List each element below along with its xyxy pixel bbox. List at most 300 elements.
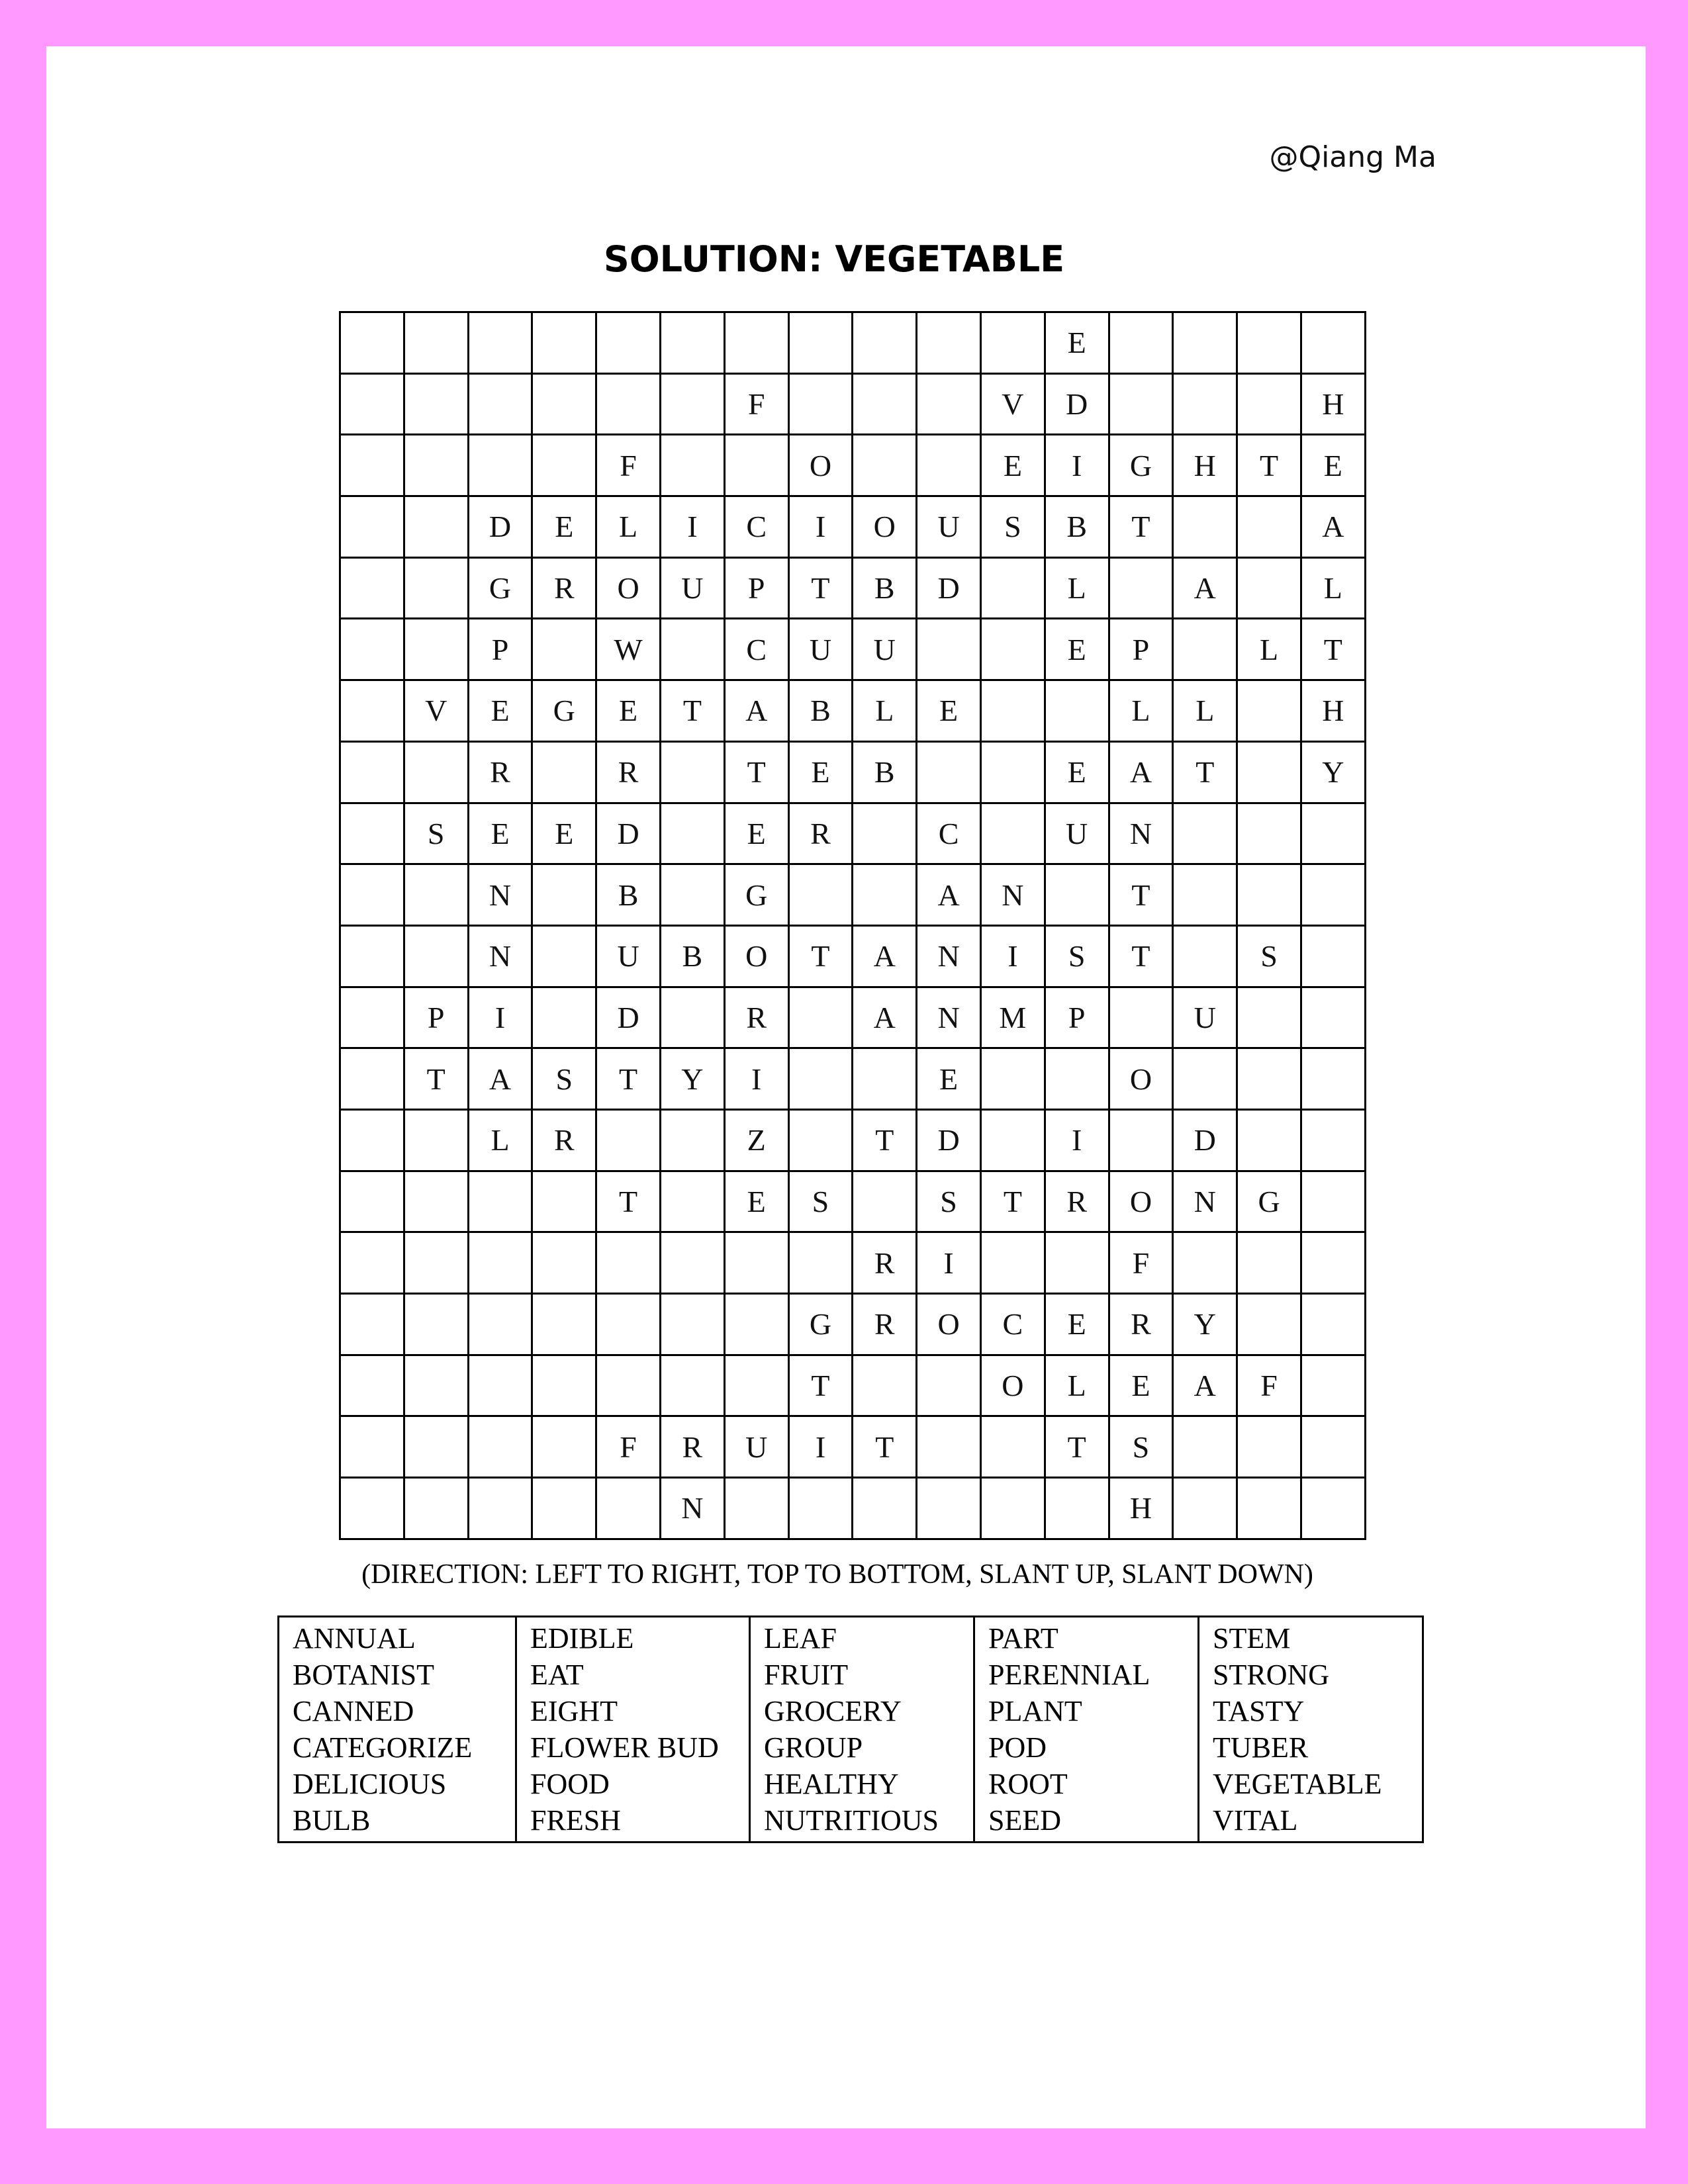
grid-cell: S: [980, 496, 1045, 558]
word-bank-word: EIGHT: [530, 1695, 618, 1727]
grid-row: [340, 1048, 1366, 1110]
grid-cell: [853, 373, 917, 435]
grid-cell: Y: [660, 1048, 724, 1110]
grid-cell: [660, 312, 724, 374]
grid-cell: T: [1045, 1416, 1109, 1478]
grid-cell: [468, 1171, 532, 1232]
grid-cell: F: [1237, 1355, 1301, 1416]
grid-cell: R: [788, 803, 853, 864]
grid-cell: [853, 1355, 917, 1416]
grid-cell: [532, 741, 596, 803]
grid-cell: [1301, 312, 1365, 374]
grid-cell: B: [788, 680, 853, 742]
grid-cell: [468, 435, 532, 496]
grid-cell: [532, 1294, 596, 1355]
grid-cell: A: [1301, 496, 1365, 558]
grid-cell: [1237, 1294, 1301, 1355]
grid-cell: S: [788, 1171, 853, 1232]
grid-cell: [596, 1232, 661, 1294]
grid-cell: [1237, 373, 1301, 435]
grid-cell: [404, 557, 468, 619]
grid-cell: U: [853, 619, 917, 680]
grid-cell: E: [724, 803, 788, 864]
grid-cell: S: [1045, 925, 1109, 987]
grid-cell: [532, 925, 596, 987]
grid-cell: U: [724, 1416, 788, 1478]
grid-cell: [468, 1294, 532, 1355]
grid-cell: [1173, 864, 1237, 926]
grid-cell: G: [724, 864, 788, 926]
grid-cell: T: [724, 741, 788, 803]
grid-cell: [1173, 373, 1237, 435]
grid-cell: L: [468, 1109, 532, 1171]
grid-cell: T: [1237, 435, 1301, 496]
grid-cell: I: [788, 1416, 853, 1478]
grid-cell: [596, 1478, 661, 1539]
word-bank-word: SEED: [988, 1804, 1061, 1837]
grid-cell: G: [1237, 1171, 1301, 1232]
word-bank-word: ROOT: [988, 1768, 1068, 1800]
grid-cell: [788, 1048, 853, 1110]
grid-cell: E: [980, 435, 1045, 496]
word-bank-column: [750, 1617, 974, 1843]
grid-cell: [1045, 864, 1109, 926]
grid-cell: [340, 435, 404, 496]
grid-cell: H: [1301, 680, 1365, 742]
grid-cell: E: [1109, 1355, 1173, 1416]
grid-cell: H: [1109, 1478, 1173, 1539]
grid-cell: [1173, 496, 1237, 558]
grid-cell: [404, 925, 468, 987]
grid-row: [340, 557, 1366, 619]
grid-row: [340, 312, 1366, 374]
grid-cell: V: [980, 373, 1045, 435]
grid-cell: [917, 741, 981, 803]
grid-cell: [532, 312, 596, 374]
grid-cell: A: [917, 864, 981, 926]
grid-cell: [660, 619, 724, 680]
grid-cell: [1301, 1232, 1365, 1294]
grid-cell: [788, 1478, 853, 1539]
grid-cell: E: [917, 1048, 981, 1110]
word-bank-word: FRUIT: [764, 1659, 849, 1691]
grid-cell: [980, 741, 1045, 803]
word-bank-word: PLANT: [988, 1695, 1082, 1727]
grid-cell: [404, 1109, 468, 1171]
grid-cell: [404, 864, 468, 926]
grid-cell: [1173, 925, 1237, 987]
grid-cell: C: [724, 496, 788, 558]
grid-cell: [404, 1232, 468, 1294]
grid-cell: [468, 1478, 532, 1539]
grid-cell: I: [660, 496, 724, 558]
grid-cell: Y: [1301, 741, 1365, 803]
word-bank: [277, 1615, 1424, 1843]
grid-cell: S: [1109, 1416, 1173, 1478]
grid-cell: D: [468, 496, 532, 558]
grid-cell: E: [1045, 1294, 1109, 1355]
grid-cell: [1301, 864, 1365, 926]
grid-row: [340, 1294, 1366, 1355]
grid-cell: F: [596, 435, 661, 496]
grid-cell: [468, 1232, 532, 1294]
grid-cell: [596, 373, 661, 435]
grid-cell: [532, 1416, 596, 1478]
grid-cell: [660, 864, 724, 926]
grid-cell: [853, 435, 917, 496]
grid-cell: [468, 1416, 532, 1478]
grid-cell: N: [917, 925, 981, 987]
grid-cell: U: [917, 496, 981, 558]
grid-row: [340, 803, 1366, 864]
grid-cell: C: [724, 619, 788, 680]
grid-cell: N: [980, 864, 1045, 926]
word-search-grid: [339, 311, 1366, 1540]
grid-cell: A: [724, 680, 788, 742]
grid-cell: [1237, 680, 1301, 742]
grid-row: [340, 435, 1366, 496]
grid-cell: T: [596, 1048, 661, 1110]
grid-cell: [917, 619, 981, 680]
grid-cell: E: [1301, 435, 1365, 496]
grid-cell: L: [1173, 680, 1237, 742]
author-credit: @Qiang Ma: [1269, 140, 1436, 174]
grid-cell: I: [980, 925, 1045, 987]
grid-cell: O: [1109, 1171, 1173, 1232]
grid-cell: [1109, 312, 1173, 374]
grid-row: [340, 496, 1366, 558]
grid-cell: [532, 1355, 596, 1416]
grid-cell: [1237, 1478, 1301, 1539]
page-title: SOLUTION: VEGETABLE: [603, 238, 1065, 280]
grid-row: [340, 1109, 1366, 1171]
word-bank-word: VEGETABLE: [1213, 1768, 1382, 1800]
grid-cell: N: [660, 1478, 724, 1539]
grid-cell: O: [788, 435, 853, 496]
grid-cell: D: [596, 987, 661, 1048]
grid-cell: V: [404, 680, 468, 742]
word-bank-word: FLOWER BUD: [530, 1731, 719, 1764]
grid-cell: P: [1109, 619, 1173, 680]
grid-cell: L: [1045, 557, 1109, 619]
grid-cell: [1301, 925, 1365, 987]
grid-row: [340, 1232, 1366, 1294]
grid-cell: T: [853, 1109, 917, 1171]
grid-cell: [660, 1171, 724, 1232]
grid-cell: [1237, 803, 1301, 864]
grid-cell: S: [1237, 925, 1301, 987]
grid-cell: [980, 1416, 1045, 1478]
word-bank-word: BOTANIST: [293, 1659, 435, 1691]
grid-cell: U: [596, 925, 661, 987]
grid-cell: [1237, 1232, 1301, 1294]
grid-cell: [404, 1355, 468, 1416]
grid-cell: T: [404, 1048, 468, 1110]
word-bank-word: ANNUAL: [293, 1622, 416, 1655]
grid-cell: [853, 1171, 917, 1232]
grid-cell: [404, 373, 468, 435]
grid-cell: F: [596, 1416, 661, 1478]
grid-row: [340, 1355, 1366, 1416]
grid-cell: C: [980, 1294, 1045, 1355]
grid-cell: [404, 1416, 468, 1478]
grid-cell: E: [532, 803, 596, 864]
grid-cell: T: [788, 557, 853, 619]
grid-cell: [1237, 1109, 1301, 1171]
word-bank-column: [279, 1617, 516, 1843]
word-bank-word: GROUP: [764, 1731, 863, 1764]
grid-cell: [853, 803, 917, 864]
grid-cell: [340, 680, 404, 742]
grid-cell: [980, 557, 1045, 619]
grid-cell: [1109, 987, 1173, 1048]
word-bank-word: STEM: [1213, 1622, 1291, 1655]
grid-cell: [1237, 1048, 1301, 1110]
word-bank-word: LEAF: [764, 1622, 837, 1655]
grid-cell: E: [1045, 741, 1109, 803]
grid-cell: R: [1045, 1171, 1109, 1232]
grid-cell: [404, 741, 468, 803]
grid-row: [340, 680, 1366, 742]
word-bank-column: [1199, 1617, 1423, 1843]
word-bank-word: POD: [988, 1731, 1047, 1764]
grid-cell: [1045, 1048, 1109, 1110]
grid-cell: [1301, 1416, 1365, 1478]
grid-cell: [596, 1109, 661, 1171]
grid-cell: [788, 987, 853, 1048]
grid-cell: L: [596, 496, 661, 558]
grid-cell: [917, 1355, 981, 1416]
grid-cell: [853, 312, 917, 374]
grid-cell: [788, 864, 853, 926]
grid-cell: [1301, 1109, 1365, 1171]
grid-cell: I: [724, 1048, 788, 1110]
word-bank-word: CANNED: [293, 1695, 414, 1727]
grid-cell: O: [596, 557, 661, 619]
grid-cell: [853, 864, 917, 926]
grid-cell: [1173, 1478, 1237, 1539]
grid-cell: E: [724, 1171, 788, 1232]
grid-cell: E: [596, 680, 661, 742]
grid-cell: [917, 435, 981, 496]
grid-cell: [340, 1416, 404, 1478]
grid-row: [340, 925, 1366, 987]
grid-cell: D: [1173, 1109, 1237, 1171]
grid-cell: Z: [724, 1109, 788, 1171]
word-bank-word: TASTY: [1213, 1695, 1305, 1727]
grid-cell: W: [596, 619, 661, 680]
grid-cell: R: [660, 1416, 724, 1478]
grid-cell: [340, 803, 404, 864]
grid-cell: [1237, 1416, 1301, 1478]
grid-cell: R: [532, 1109, 596, 1171]
grid-cell: L: [1109, 680, 1173, 742]
word-bank-column: [516, 1617, 750, 1843]
grid-cell: A: [1109, 741, 1173, 803]
grid-cell: [1237, 864, 1301, 926]
grid-cell: A: [1173, 1355, 1237, 1416]
word-bank-word: NUTRITIOUS: [764, 1804, 939, 1837]
grid-cell: [1109, 373, 1173, 435]
grid-cell: [788, 312, 853, 374]
grid-cell: [660, 1232, 724, 1294]
grid-cell: I: [788, 496, 853, 558]
grid-cell: B: [853, 557, 917, 619]
grid-cell: R: [853, 1232, 917, 1294]
grid-cell: [340, 373, 404, 435]
grid-cell: E: [1045, 312, 1109, 374]
grid-cell: E: [532, 496, 596, 558]
grid-cell: [404, 1478, 468, 1539]
word-bank-word: TUBER: [1213, 1731, 1309, 1764]
grid-cell: [724, 435, 788, 496]
grid-cell: [404, 619, 468, 680]
grid-cell: G: [532, 680, 596, 742]
grid-cell: T: [980, 1171, 1045, 1232]
grid-cell: O: [917, 1294, 981, 1355]
grid-cell: [468, 1355, 532, 1416]
word-bank-word: PERENNIAL: [988, 1659, 1150, 1691]
grid-cell: H: [1301, 373, 1365, 435]
grid-cell: I: [1045, 1109, 1109, 1171]
word-bank-word: DELICIOUS: [293, 1768, 447, 1800]
grid-cell: [1109, 557, 1173, 619]
grid-cell: [404, 496, 468, 558]
grid-cell: O: [724, 925, 788, 987]
grid-cell: [980, 1478, 1045, 1539]
grid-cell: B: [1045, 496, 1109, 558]
grid-cell: [404, 435, 468, 496]
grid-cell: R: [532, 557, 596, 619]
word-bank-word: EAT: [530, 1659, 584, 1691]
grid-cell: [980, 1232, 1045, 1294]
grid-cell: [853, 1478, 917, 1539]
word-bank-word: VITAL: [1213, 1804, 1298, 1837]
grid-cell: E: [1045, 619, 1109, 680]
grid-cell: D: [917, 557, 981, 619]
grid-cell: I: [468, 987, 532, 1048]
word-bank-word: FOOD: [530, 1768, 610, 1800]
grid-cell: R: [468, 741, 532, 803]
grid-cell: P: [724, 557, 788, 619]
grid-cell: [724, 1478, 788, 1539]
grid-cell: [980, 619, 1045, 680]
grid-cell: [1237, 312, 1301, 374]
grid-cell: [660, 1109, 724, 1171]
grid-cell: A: [853, 925, 917, 987]
grid-cell: [340, 987, 404, 1048]
grid-cell: L: [1045, 1355, 1109, 1416]
grid-cell: [532, 1232, 596, 1294]
grid-cell: [788, 1109, 853, 1171]
word-bank-column: [974, 1617, 1199, 1843]
grid-cell: [340, 1355, 404, 1416]
grid-cell: [468, 373, 532, 435]
grid-cell: F: [724, 373, 788, 435]
grid-row: [340, 619, 1366, 680]
grid-cell: [340, 1171, 404, 1232]
grid-cell: [1301, 1048, 1365, 1110]
grid-cell: [1173, 803, 1237, 864]
grid-cell: [1237, 987, 1301, 1048]
grid-row: [340, 1478, 1366, 1539]
grid-cell: G: [788, 1294, 853, 1355]
grid-cell: Y: [1173, 1294, 1237, 1355]
grid-cell: [404, 1294, 468, 1355]
grid-cell: [1173, 1048, 1237, 1110]
grid-cell: [660, 1294, 724, 1355]
grid-cell: [660, 741, 724, 803]
grid-cell: B: [660, 925, 724, 987]
word-bank-word: BULB: [293, 1804, 371, 1837]
grid-cell: C: [917, 803, 981, 864]
grid-cell: [917, 312, 981, 374]
grid-cell: T: [596, 1171, 661, 1232]
grid-cell: [532, 435, 596, 496]
grid-cell: R: [1109, 1294, 1173, 1355]
grid-cell: R: [596, 741, 661, 803]
grid-cell: U: [660, 557, 724, 619]
grid-cell: L: [1301, 557, 1365, 619]
grid-cell: H: [1173, 435, 1237, 496]
grid-cell: [532, 1478, 596, 1539]
grid-cell: B: [596, 864, 661, 926]
grid-cell: F: [1109, 1232, 1173, 1294]
grid-cell: B: [853, 741, 917, 803]
grid-cell: [980, 312, 1045, 374]
grid-cell: O: [1109, 1048, 1173, 1110]
grid-cell: [340, 925, 404, 987]
grid-cell: [980, 1048, 1045, 1110]
grid-cell: [340, 864, 404, 926]
grid-cell: [1237, 741, 1301, 803]
grid-cell: [660, 1355, 724, 1416]
grid-cell: [340, 312, 404, 374]
grid-cell: [853, 1048, 917, 1110]
grid-cell: G: [468, 557, 532, 619]
grid-cell: [532, 619, 596, 680]
grid-cell: [1045, 680, 1109, 742]
grid-cell: [340, 557, 404, 619]
grid-cell: [660, 987, 724, 1048]
grid-cell: A: [1173, 557, 1237, 619]
grid-cell: T: [788, 1355, 853, 1416]
grid-cell: [1301, 1478, 1365, 1539]
grid-cell: [1237, 496, 1301, 558]
word-bank-word: EDIBLE: [530, 1622, 634, 1655]
grid-cell: T: [1109, 925, 1173, 987]
grid-cell: [1173, 1416, 1237, 1478]
grid-cell: [1301, 1355, 1365, 1416]
grid-row: [340, 1416, 1366, 1478]
grid-cell: [404, 1171, 468, 1232]
word-bank-word: FRESH: [530, 1804, 621, 1837]
grid-cell: [340, 619, 404, 680]
grid-row: [340, 987, 1366, 1048]
grid-cell: T: [1109, 496, 1173, 558]
grid-cell: N: [1173, 1171, 1237, 1232]
grid-cell: R: [853, 1294, 917, 1355]
grid-cell: D: [1045, 373, 1109, 435]
grid-cell: [980, 803, 1045, 864]
grid-cell: E: [468, 803, 532, 864]
grid-cell: [917, 1478, 981, 1539]
grid-cell: [532, 987, 596, 1048]
grid-cell: P: [1045, 987, 1109, 1048]
grid-cell: T: [1301, 619, 1365, 680]
grid-cell: N: [1109, 803, 1173, 864]
grid-cell: [724, 1294, 788, 1355]
